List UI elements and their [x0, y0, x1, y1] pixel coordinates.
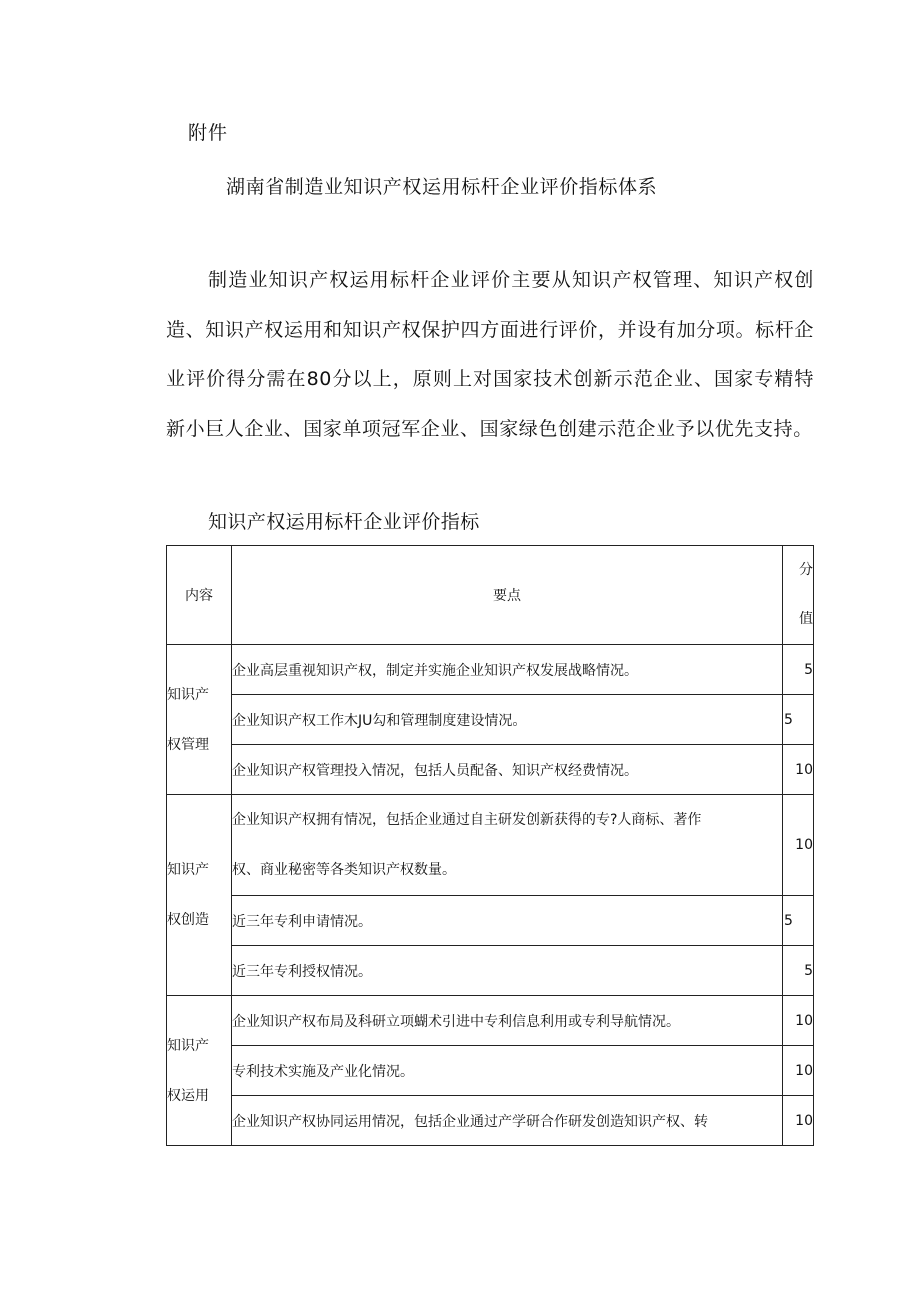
header-score — [783, 546, 814, 645]
category-line: 权运用 — [167, 1087, 209, 1104]
table-row — [167, 645, 814, 695]
table-row — [167, 1096, 814, 1146]
category-line: 知识产 — [167, 862, 209, 878]
category-management — [167, 645, 232, 795]
table-row — [167, 946, 814, 996]
category-creation — [167, 795, 232, 996]
intro-paragraph: 制造业知识产权运用标杆企业评价主要从知识产权管理、知识产权创造、知识产权运用和知识产权保护四方面进行评价，并设有加分项。标杆企业评价得分需在80分以上，原则上对国家技术创新示范企业、国家专精特新小巨人企业、国家单项冠军企业、国家绿色创建示范企业予以优先支持。 — [166, 269, 814, 440]
point-cell: 企业知识产权布局及科研立项蝴术引进中专利信息利用或专利导航情况。 — [232, 996, 783, 1046]
header-points: 要点 — [232, 546, 783, 645]
score-cell: 5 — [783, 896, 814, 946]
point-cell: 企业高层重视知识产权，制定并实施企业知识产权发展战略情况。 — [232, 645, 783, 695]
point-cell: 近三年专利授权情况。 — [232, 946, 783, 996]
table-caption: 知识产权运用标杆企业评价指标 — [208, 511, 480, 533]
header-score-line2: 值 — [799, 611, 813, 627]
score-cell: 5 — [783, 645, 814, 695]
header-content: 内容 — [167, 546, 232, 645]
point-cell — [232, 795, 783, 896]
category-line: 知识产 — [167, 1037, 209, 1054]
table-row — [167, 695, 814, 745]
score-cell: 10 — [783, 745, 814, 795]
table-row — [167, 795, 814, 896]
document-title: 湖南省制造业知识产权运用标杆企业评价指标体系 — [226, 176, 658, 198]
score-cell: 5 — [783, 695, 814, 745]
score-cell: 5 — [783, 946, 814, 996]
table-row — [167, 996, 814, 1046]
category-line: 知识产 — [167, 686, 209, 703]
header-score-line1: 分 — [799, 562, 813, 578]
score-cell: 10 — [783, 795, 814, 896]
point-cell: 专利技术实施及产业化情况。 — [232, 1046, 783, 1096]
score-cell: 10 — [783, 1046, 814, 1096]
table-header-row — [167, 546, 814, 645]
point-cell: 近三年专利申请情况。 — [232, 896, 783, 946]
score-cell: 10 — [783, 1096, 814, 1146]
point-line: 企业知识产权拥有情况，包括企业通过自主研发创新获得的专?人商标、著作 — [232, 812, 702, 828]
point-line: 权、商业秘密等各类知识产权数量。 — [232, 862, 456, 878]
table-row — [167, 1046, 814, 1096]
table-row — [167, 745, 814, 795]
point-cell: 企业知识产权协同运用情况，包括企业通过产学研合作研发创造知识产权、转 — [232, 1096, 783, 1146]
score-cell: 10 — [783, 996, 814, 1046]
attachment-label: 附件 — [188, 122, 229, 144]
table-row — [167, 896, 814, 946]
point-cell: 企业知识产权工作木JU勾和管理制度建设情况。 — [232, 695, 783, 745]
category-utilization — [167, 996, 232, 1146]
indicator-table — [166, 545, 814, 1146]
point-cell: 企业知识产权管理投入情况，包括人员配备、知识产权经费情况。 — [232, 745, 783, 795]
category-line: 权管理 — [167, 736, 209, 753]
category-line: 权创造 — [167, 912, 209, 928]
